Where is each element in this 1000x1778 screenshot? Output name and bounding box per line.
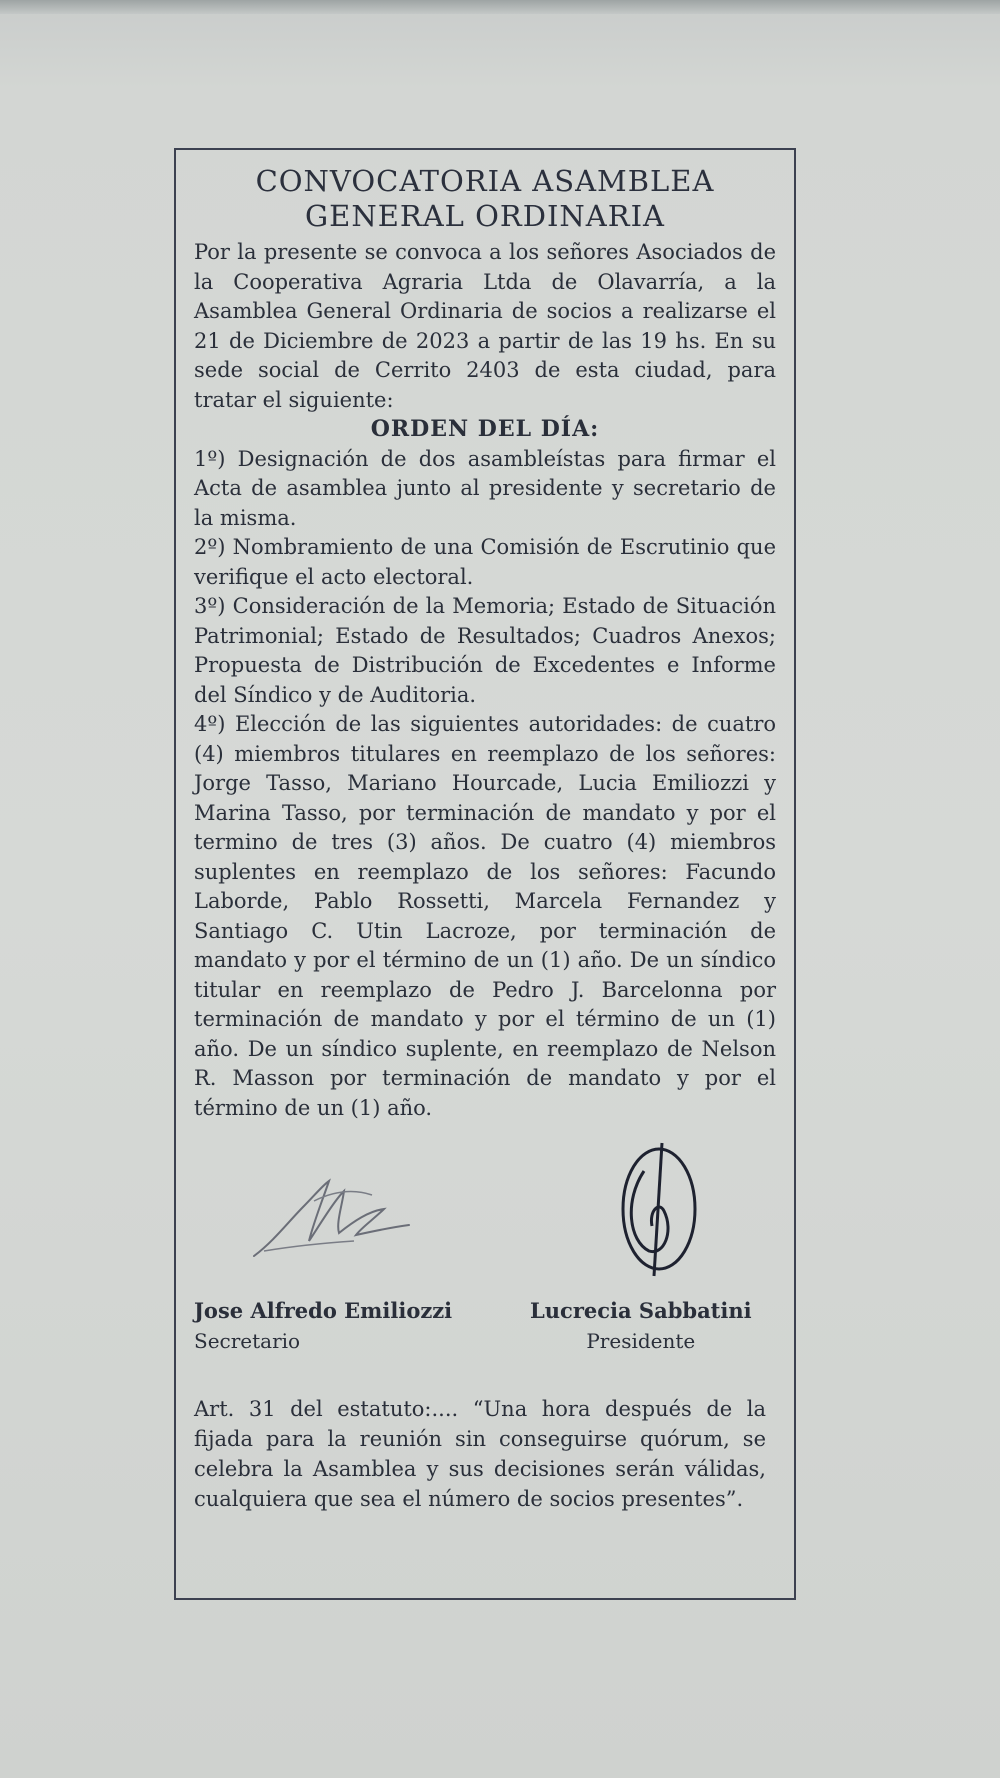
agenda-item-1: 1º) Designación de dos asambleístas para firmar el Acta de asamblea junto al presidente y secretario de la misma. [194,446,776,530]
signatory-secretary [194,1296,452,1356]
signatures-area [194,1131,776,1296]
orden-del-dia-heading: ORDEN DEL DÍA: [370,416,600,442]
title-line-2: GENERAL ORDINARIA [304,199,665,233]
agenda-item-2: 2º) Nombramiento de una Comisión de Escrutinio que verifique el acto electoral. [194,535,776,589]
agenda-item-4: 4º) Elección de las siguientes autoridades: de cuatro (4) miembros titulares en reemplazo de los señores: Jorge Tasso, Mariano Hourcade, Lucia Emiliozzi y Marina Tasso, por terminación de mandato y por el termino de tres (3) años. De cuatro (4) miembros suplentes en reemplazo de los señores: Facundo Laborde, Pablo Rossetti, Marcela Fernandez y Santiago C. Utin Lacroze, por terminación de mandato y por el término de un (1) año. De un síndico titular en reemplazo de Pedro J. Barcelonna por terminación de mandato y por el término de un (1) año. De un síndico suplente, en reemplazo de Nelson R. Masson por terminación de mandato y por el término de un (1) año. [194,712,776,1120]
secretary-signature [244,1161,414,1271]
photo-top-edge [0,0,1000,14]
agenda-item-3: 3º) Consideración de la Memoria; Estado de Situación Patrimonial; Estado de Resultados; Cuadros Anexos; Propuesta de Distribución de Excedentes e Informe del Síndico y de Auditoria. [194,594,776,707]
signatory-names [194,1296,776,1364]
signatory-president [530,1296,752,1356]
convocatoria-notice [174,148,796,1600]
secretary-name: Jose Alfredo Emiliozzi [194,1298,453,1323]
notice-title [194,164,776,234]
article-31-quote: Art. 31 del estatuto:.... “Una hora después de la fijada para la reunión sin conseguirse quórum, se celebra la Asamblea y sus decisiones serán válidas, cualquiera que sea el número de socios presentes”. [194,1397,766,1511]
intro-paragraph: Por la presente se convoca a los señores Asociados de la Cooperativa Agraria Ltda de Olavarría, a la Asamblea General Ordinaria de socios a realizarse el 21 de Diciembre de 2023 a partir de las 19 hs. En su sede social de Cerrito 2403 de esta ciudad, para tratar el siguiente: [194,240,776,412]
president-signature [604,1131,714,1281]
president-role: Presidente [586,1329,696,1353]
title-line-1: CONVOCATORIA ASAMBLEA [255,164,715,198]
secretary-role: Secretario [194,1329,301,1353]
president-name: Lucrecia Sabbatini [530,1298,752,1323]
